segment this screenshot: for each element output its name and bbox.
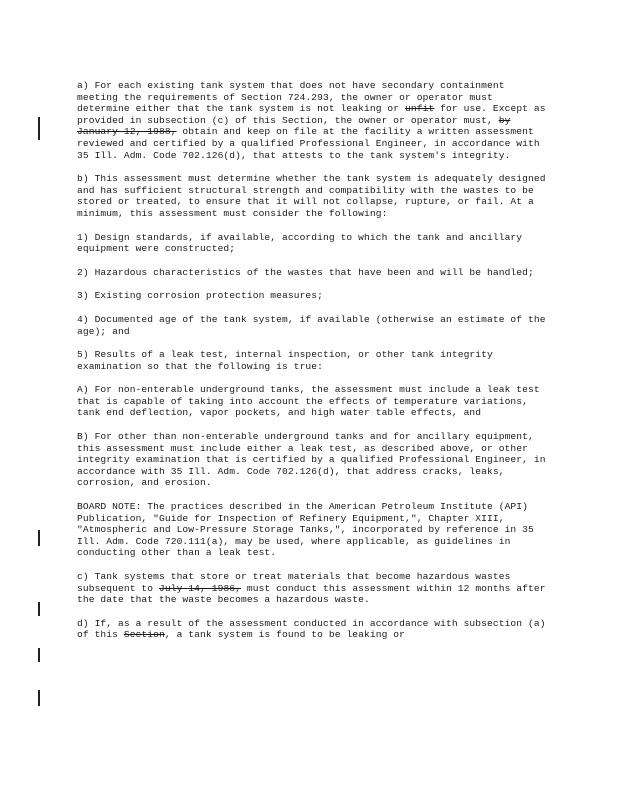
paragraph-b5B: [77, 431, 547, 489]
paragraph-b2: [77, 267, 547, 279]
paragraph-text: 3) Existing corrosion protection measures;: [77, 290, 324, 302]
paragraph-text: d) If, as a result of the assessment conducted in accordance with subsection (a) of this: [77, 617, 546, 641]
paragraph-text: B) For other than non-enterable underground tanks and for ancillary equipment, this assessment must include either a leak test, as described above, or other integrity examination that is certified by a qualified Professional Engineer, in accordance with 35 Ill. Adm. Code 702.126(d), that address cracks, leaks, corrosion, and erosion.: [77, 431, 546, 489]
paragraph-text: , a tank system is found to be leaking or: [164, 629, 406, 641]
paragraph-note: [77, 501, 547, 559]
paragraph-b3: [77, 290, 547, 302]
struck-text: unfit: [405, 103, 435, 115]
paragraph-a: [77, 80, 547, 161]
paragraph-text: a) For each existing tank system that does not have secondary containment meeting the requirements of Section 724.293, the owner or operator must determine either that the tank system is not leaking or: [77, 80, 505, 115]
paragraph-text: 1) Design standards, if available, according to which the tank and ancillary equipment were constructed;: [77, 231, 523, 255]
paragraph-c: [77, 571, 547, 606]
change-bar: [38, 648, 40, 662]
paragraph-d: [77, 618, 547, 641]
paragraph-b: [77, 173, 547, 219]
paragraph-b5: [77, 349, 547, 372]
change-bar: [38, 602, 40, 616]
paragraph-text: BOARD NOTE: The practices described in the American Petroleum Institute (API) Publication, "Guide for Inspection of Refinery Equipment,", Chapter XIII, "Atmospheric and Low-Pressure Storage Tanks,", incorporated by reference in 35 Ill. Adm. Code 720.111(a), may be used, where applicable, as guidelines in conducting other than a leak test.: [77, 501, 534, 559]
struck-text: July 14, 1986,: [159, 582, 242, 594]
paragraph-b4: [77, 314, 547, 337]
paragraph-text: 4) Documented age of the tank system, if available (otherwise an estimate of the age); and: [77, 313, 546, 337]
paragraph-text: A) For non-enterable underground tanks, the assessment must include a leak test that is capable of taking into account the effects of temperature variations, tank end deflection, vapor pockets, and high water table effects, and: [77, 384, 540, 419]
struck-text: Section: [123, 629, 165, 641]
paragraph-text: b) This assessment must determine whether the tank system is adequately designed and has sufficient structural strength and compatibility with the wastes to be stored or treated, to ensure that it will not collapse, rupture, or fail. At a minimum, this assessment must consider the following:: [77, 173, 546, 219]
paragraph-text: must conduct this assessment within 12 months after the date that the waste becomes a hazardous waste.: [77, 582, 546, 606]
change-bar: [38, 530, 40, 546]
struck-text: by January 12, 1988,: [77, 114, 511, 138]
paragraph-text: obtain and keep on file at the facility a written assessment reviewed and certified by a qualified Professional Engineer, in accordance with 35 Ill. Adm. Code 702.126(d), that attests to the tank system's integrity.: [77, 126, 540, 161]
document-body: [77, 80, 547, 653]
paragraph-text: 5) Results of a leak test, internal inspection, or other tank integrity examination so that the following is true:: [77, 349, 493, 372]
change-bar: [38, 117, 40, 140]
paragraph-b1: [77, 232, 547, 255]
paragraph-text: for use. Except as provided in subsection (c) of this Section, the owner or operator must,: [77, 103, 546, 126]
paragraph-text: 2) Hazardous characteristics of the wastes that have been and will be handled;: [77, 266, 534, 278]
paragraph-text: c) Tank systems that store or treat materials that become hazardous wastes subsequent to: [77, 571, 511, 594]
paragraph-b5A: [77, 384, 547, 419]
change-bar: [38, 690, 40, 706]
